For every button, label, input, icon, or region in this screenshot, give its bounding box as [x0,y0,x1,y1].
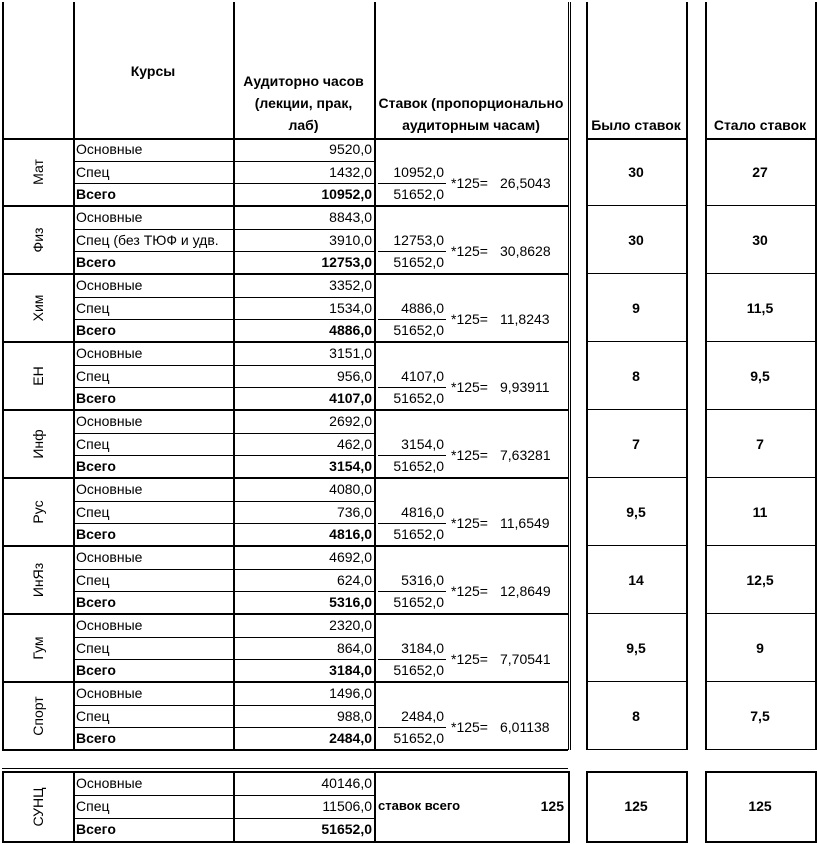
grid-line [705,613,815,614]
rate-denominator: 51652,0 [393,390,444,407]
rate-numerator: 4816,0 [401,503,444,520]
group-label-8: Спорт [29,696,46,736]
summary-label: СУНЦ [29,786,46,827]
grid-line [705,771,815,773]
row-label: Основные [76,209,143,225]
rate-multiplier: *125= [451,651,488,667]
row-hours: 1534,0 [329,299,372,316]
was-rate: 8 [632,708,640,724]
group-label-5: Рус [29,500,46,524]
became-rate: 9,5 [750,368,770,384]
grid-line [73,2,75,750]
grid-line [586,841,686,843]
row-label: Спец [76,435,110,452]
row-label: Всего [76,458,116,475]
row-label: Всего [76,526,116,543]
group-label-7: Гум [29,636,46,660]
grid-line [374,2,376,750]
row-hours: 3154,0 [329,458,372,475]
grid-line [568,2,569,750]
group-label-4: Инф [29,429,46,459]
grid-line [586,749,686,750]
rate-numerator: 3154,0 [401,435,444,452]
was-rate: 9,5 [626,640,646,656]
group-label-0: Мат [29,159,46,185]
grid-line [586,205,686,206]
was-rate: 14 [628,572,644,588]
grid-line [686,771,688,843]
grid-line [586,138,686,140]
grid-line [233,2,235,750]
row-label: Спец [76,571,110,588]
row-hours: 2320,0 [329,617,372,633]
grid-line [2,749,568,751]
row-label: Спец (без ТЮФ и удв. [76,231,219,248]
row-label: Основные [76,141,143,157]
rate-result: 9,93911 [500,379,550,395]
rate-denominator: 51652,0 [393,458,444,475]
row-hours: 864,0 [336,639,372,656]
row-hours: 9520,0 [329,141,372,157]
rate-numerator: 4107,0 [401,367,444,384]
row-hours: 462,0 [336,435,372,452]
grid-line [586,341,686,342]
row-label: Спец [76,503,110,520]
grid-line [2,841,568,843]
grid-line [570,2,571,750]
summary-row-label: Всего [76,821,116,837]
row-hours: 8843,0 [329,209,372,225]
grid-line [2,138,568,140]
grid-line [568,771,570,843]
row-hours: 956,0 [336,367,372,384]
row-hours: 3352,0 [329,277,372,293]
row-label: Всего [76,186,116,203]
summary-was: 125 [624,798,648,814]
grid-line [705,205,815,206]
grid-line [586,273,686,274]
grid-line [705,545,815,546]
group-label-6: ИнЯз [29,562,46,598]
row-hours: 4886,0 [329,322,372,339]
row-hours: 12753,0 [321,254,372,271]
row-label: Основные [76,481,143,497]
became-rate: 30 [752,232,768,248]
row-hours: 4692,0 [329,549,372,565]
grid-line [705,477,815,478]
summary-total-label: ставок всего [378,798,461,813]
row-hours: 10952,0 [321,186,372,203]
header-was: Было ставок [591,117,681,133]
row-label: Основные [76,617,143,633]
rate-multiplier: *125= [451,515,488,531]
row-label: Основные [76,277,143,293]
summary-total-value: 125 [540,798,564,814]
group-label-1: Физ [29,227,46,253]
grid-line [586,771,686,773]
rate-numerator: 3184,0 [401,639,444,656]
was-rate: 9,5 [626,504,646,520]
grid-line [586,545,686,546]
became-rate: 11,5 [746,300,774,316]
header-rates: Ставок (пропорционально аудиторным часам) [378,95,564,133]
grid-line [586,771,588,843]
rate-denominator: 51652,0 [393,730,444,747]
row-label: Спец [76,707,110,724]
summary-became: 125 [748,798,772,814]
group-label-2: Хим [29,294,46,322]
row-label: Всего [76,594,116,611]
rate-multiplier: *125= [451,175,488,191]
was-rate: 9 [632,300,640,316]
became-rate: 7,5 [750,708,770,724]
rate-result: 11,6549 [500,515,550,531]
became-rate: 27 [752,164,768,180]
grid-line [705,341,815,342]
header-courses: Курсы [130,63,176,79]
row-hours: 4107,0 [329,390,372,407]
rate-denominator: 51652,0 [393,186,444,203]
row-label: Спец [76,163,110,180]
grid-line [586,477,686,478]
grid-line [705,841,815,843]
rate-multiplier: *125= [451,311,488,327]
rate-numerator: 4886,0 [401,299,444,316]
rate-denominator: 51652,0 [393,594,444,611]
rate-denominator: 51652,0 [393,526,444,543]
summary-row-hours: 40146,0 [321,775,372,791]
rate-numerator: 10952,0 [393,163,444,180]
rate-result: 7,63281 [500,447,551,463]
was-rate: 8 [632,368,640,384]
rate-result: 11,8243 [500,311,550,327]
row-hours: 4080,0 [329,481,372,497]
row-hours: 2692,0 [329,413,372,429]
rate-denominator: 51652,0 [393,254,444,271]
row-hours: 3151,0 [329,345,372,361]
summary-row-label: Спец [76,798,110,814]
rate-multiplier: *125= [451,243,488,259]
row-label: Спец [76,367,110,384]
was-rate: 7 [632,436,640,452]
rate-multiplier: *125= [451,447,488,463]
rate-multiplier: *125= [451,379,488,395]
row-hours: 1496,0 [329,685,372,701]
row-label: Всего [76,254,116,271]
row-label: Всего [76,390,116,407]
header-became: Стало ставок [713,117,807,133]
row-hours: 988,0 [336,707,372,724]
grid-line [705,771,707,843]
grid-line [705,273,815,274]
rate-result: 6,01138 [500,719,550,735]
summary-row-label: Основные [76,775,143,791]
rate-numerator: 12753,0 [393,231,444,248]
grid-line [374,771,376,843]
rate-denominator: 51652,0 [393,662,444,679]
row-label: Всего [76,322,116,339]
grid-line [586,2,588,750]
rate-numerator: 2484,0 [401,707,444,724]
row-hours: 3184,0 [329,662,372,679]
grid-line [705,749,815,750]
grid-line [586,613,686,614]
row-hours: 5316,0 [329,594,372,611]
grid-line [2,768,568,769]
became-rate: 11 [752,504,768,520]
row-label: Основные [76,413,143,429]
grid-line [586,681,686,682]
row-label: Основные [76,549,143,565]
header-hours: Аудиторно часов (лекции, прак, лаб) [243,73,364,133]
grid-line [705,2,707,750]
rate-multiplier: *125= [451,583,488,599]
row-hours: 624,0 [336,571,372,588]
became-rate: 9 [756,640,764,656]
row-label: Всего [76,662,116,679]
grid-line [2,771,568,773]
row-label: Основные [76,345,143,361]
row-hours: 736,0 [336,503,372,520]
rate-result: 7,70541 [500,651,551,667]
row-label: Спец [76,639,110,656]
rate-result: 12,8649 [500,583,551,599]
row-hours: 4816,0 [329,526,372,543]
grid-line [2,771,4,843]
rate-result: 30,8628 [500,243,551,259]
grid-line [705,409,815,410]
was-rate: 30 [628,164,644,180]
became-rate: 7 [756,436,764,452]
was-rate: 30 [628,232,644,248]
rate-numerator: 5316,0 [401,571,444,588]
became-rate: 12,5 [746,572,774,588]
grid-line [233,771,235,843]
rate-result: 26,5043 [500,175,551,191]
grid-line [705,681,815,682]
row-hours: 3910,0 [329,231,372,248]
grid-line [686,2,688,750]
rate-multiplier: *125= [451,719,488,735]
group-label-3: ЕН [29,366,46,386]
row-hours: 1432,0 [329,163,372,180]
grid-line [73,771,75,843]
grid-line [586,409,686,410]
row-label: Спец [76,299,110,316]
summary-row-hours: 51652,0 [321,821,372,837]
grid-line [705,138,815,140]
summary-row-hours: 11506,0 [322,798,372,814]
row-hours: 2484,0 [329,730,372,747]
rate-denominator: 51652,0 [393,322,444,339]
grid-line [2,2,4,750]
row-label: Всего [76,730,116,747]
row-label: Основные [76,685,143,701]
